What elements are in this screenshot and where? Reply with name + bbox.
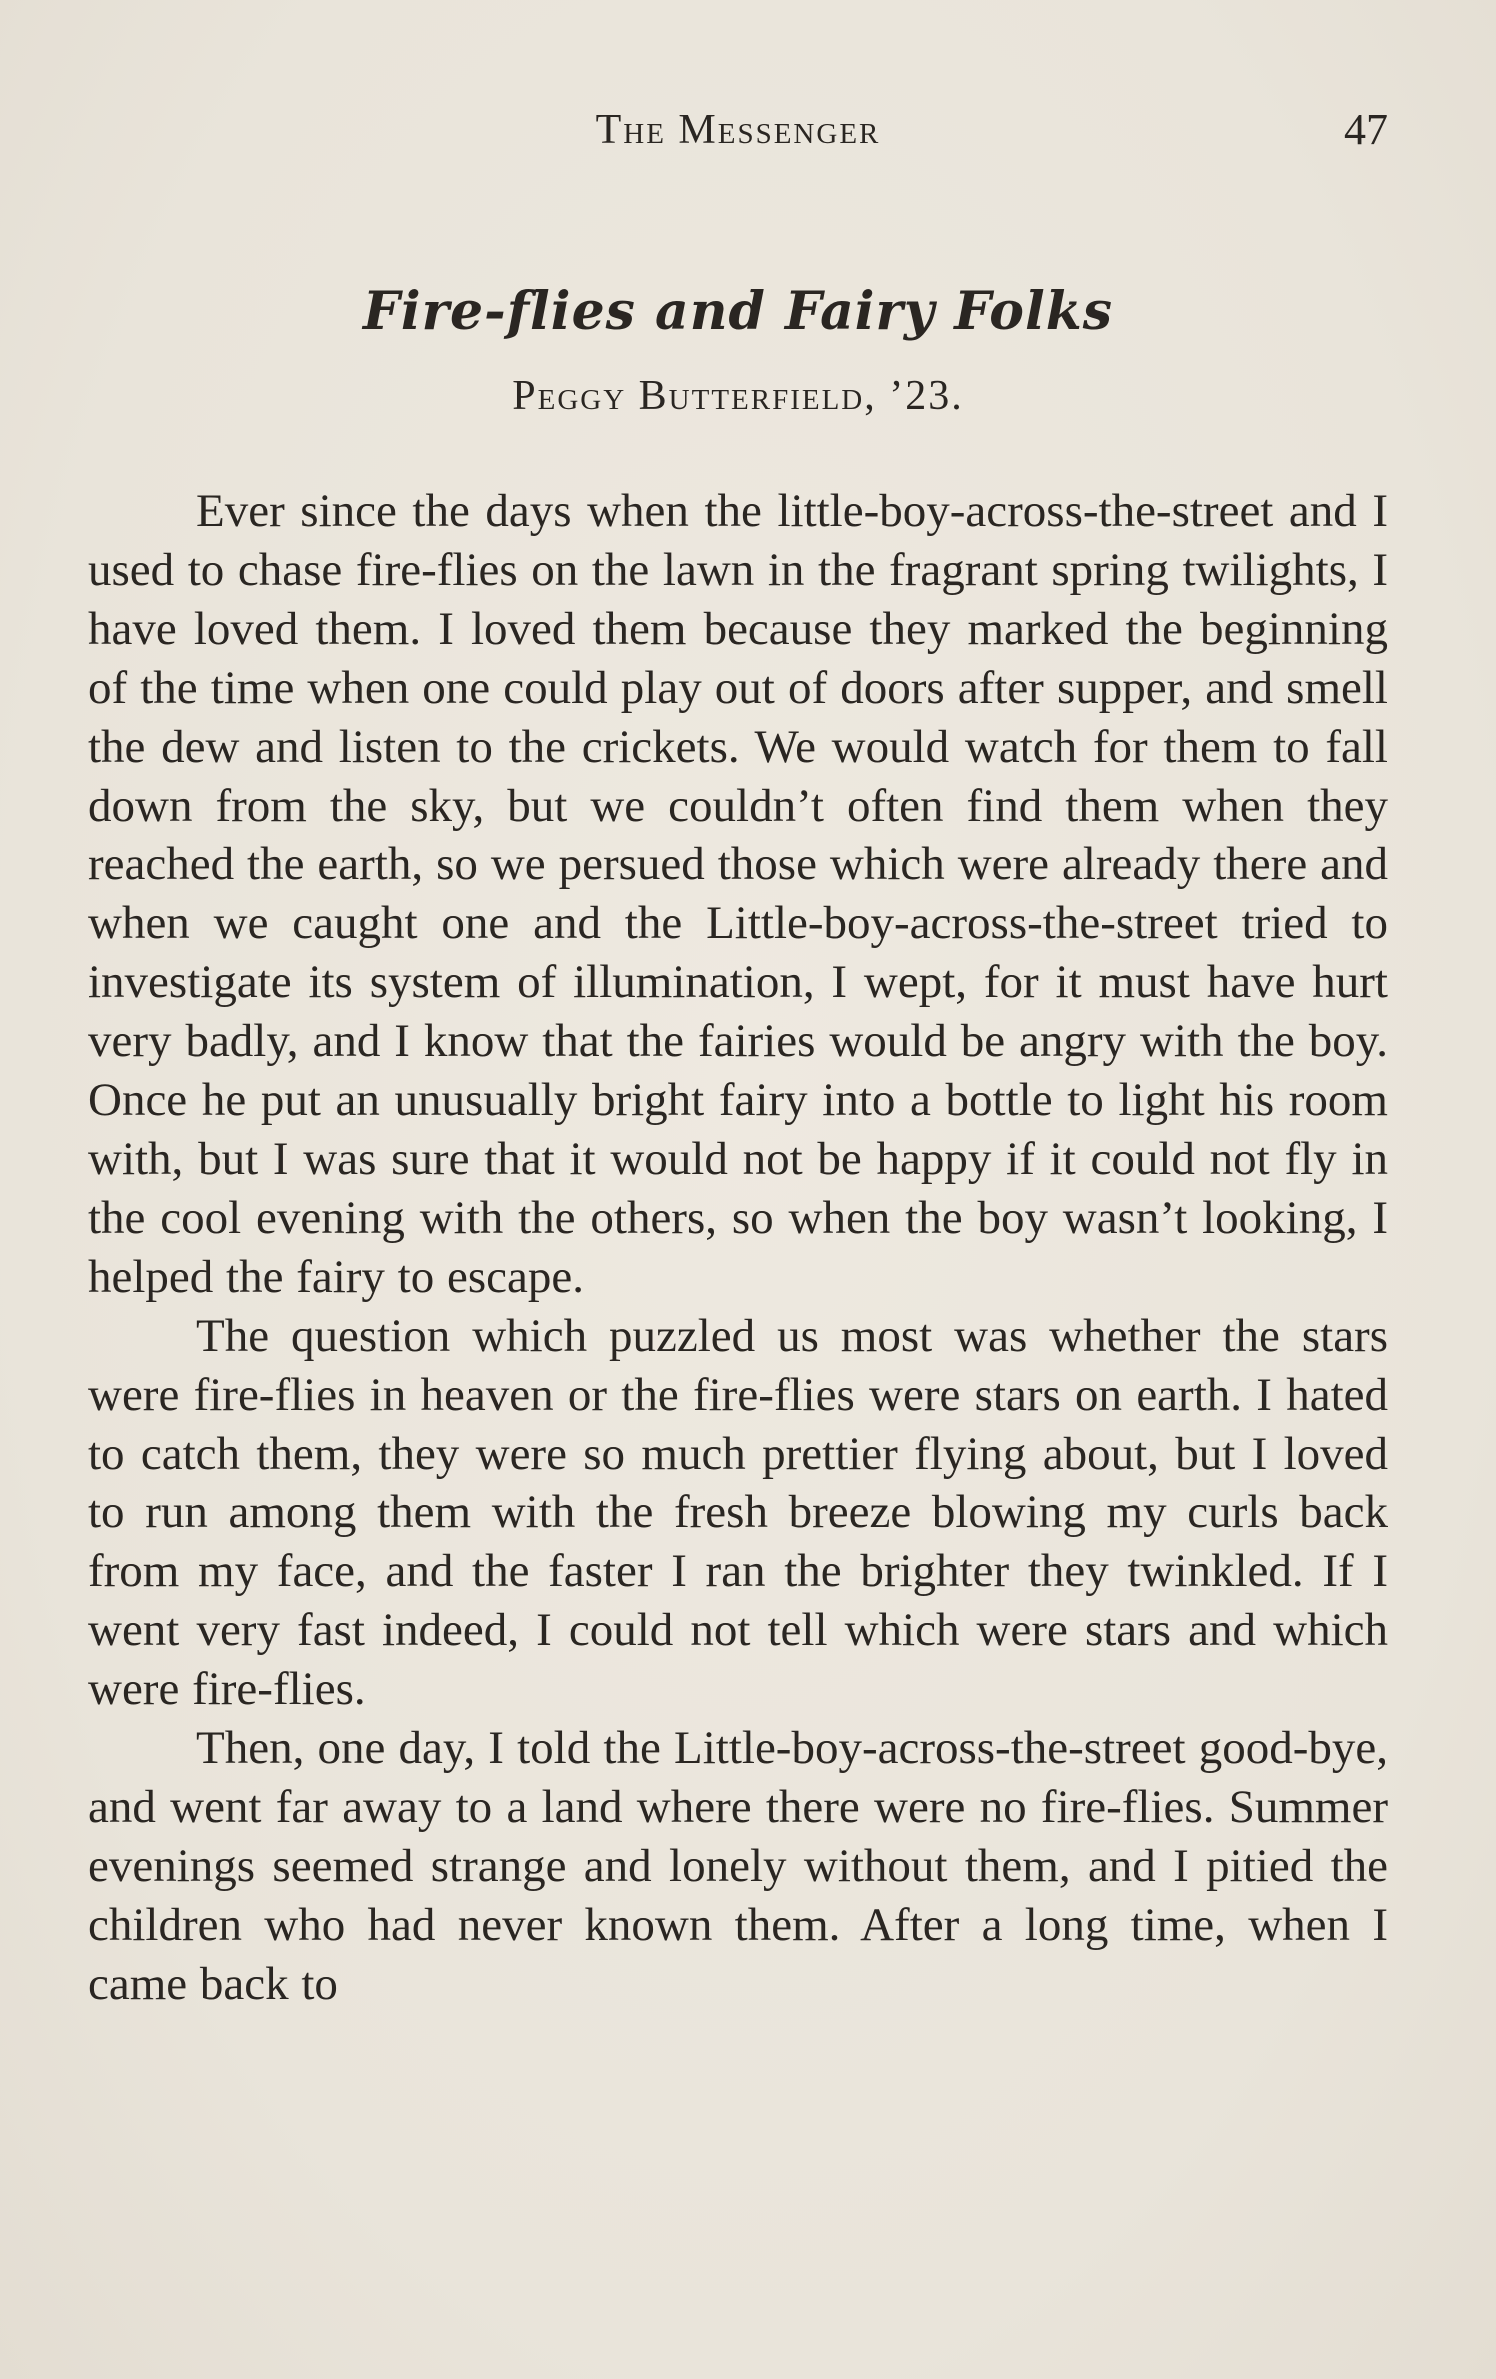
page-number: 47 — [1344, 105, 1388, 154]
journal-title: The Messenger — [595, 107, 881, 153]
article-body — [88, 482, 1388, 2014]
running-head — [88, 100, 1388, 160]
article-title: Fire-flies and Fairy Folks — [362, 281, 1114, 342]
paragraph: The question which puzzled us most was whether the stars were fire-flies in heaven or the fire-flies were stars on earth. I hated to catch them, they were so much prettier flying about, but I loved to run among them with the fresh breeze blowing my curls back from my face, and the faster I ran the brighter they twinkled. If I went very fast indeed, I could not tell which were stars and which were fire-flies. — [88, 1309, 1388, 1716]
article-byline: Peggy Butterfield, ’23. — [512, 373, 964, 419]
paragraph: Ever since the days when the little-boy-across-the-street and I used to chase fire-flies on the lawn in the fragrant spring twilights, I have loved them. I loved them because they marked the beginning of the time when one could play out of doors after supper, and smell the dew and listen to the crickets. We would watch for them to fall down from the sky, but we couldn’t often find them when they reached the earth, so we persued those which were already there and when we caught one and the Little-boy-across-the-street tried to investigate its system of illumination, I wept, for it must have hurt very badly, and I know that the fairies would be angry with the boy. Once he put an unusually bright fairy into a bottle to light his room with, but I was sure that it would not be happy if it could not fly in the cool evening with the others, so when the boy wasn’t looking, I helped the fairy to escape. — [88, 485, 1388, 1303]
paragraph: Then, one day, I told the Little-boy-across-the-street good-bye, and went far away to a land where there were no fire-flies. Summer evenings seemed strange and lonely without them, and I pitied the children who had never known them. After a long time, when I came back to — [88, 1722, 1388, 2010]
